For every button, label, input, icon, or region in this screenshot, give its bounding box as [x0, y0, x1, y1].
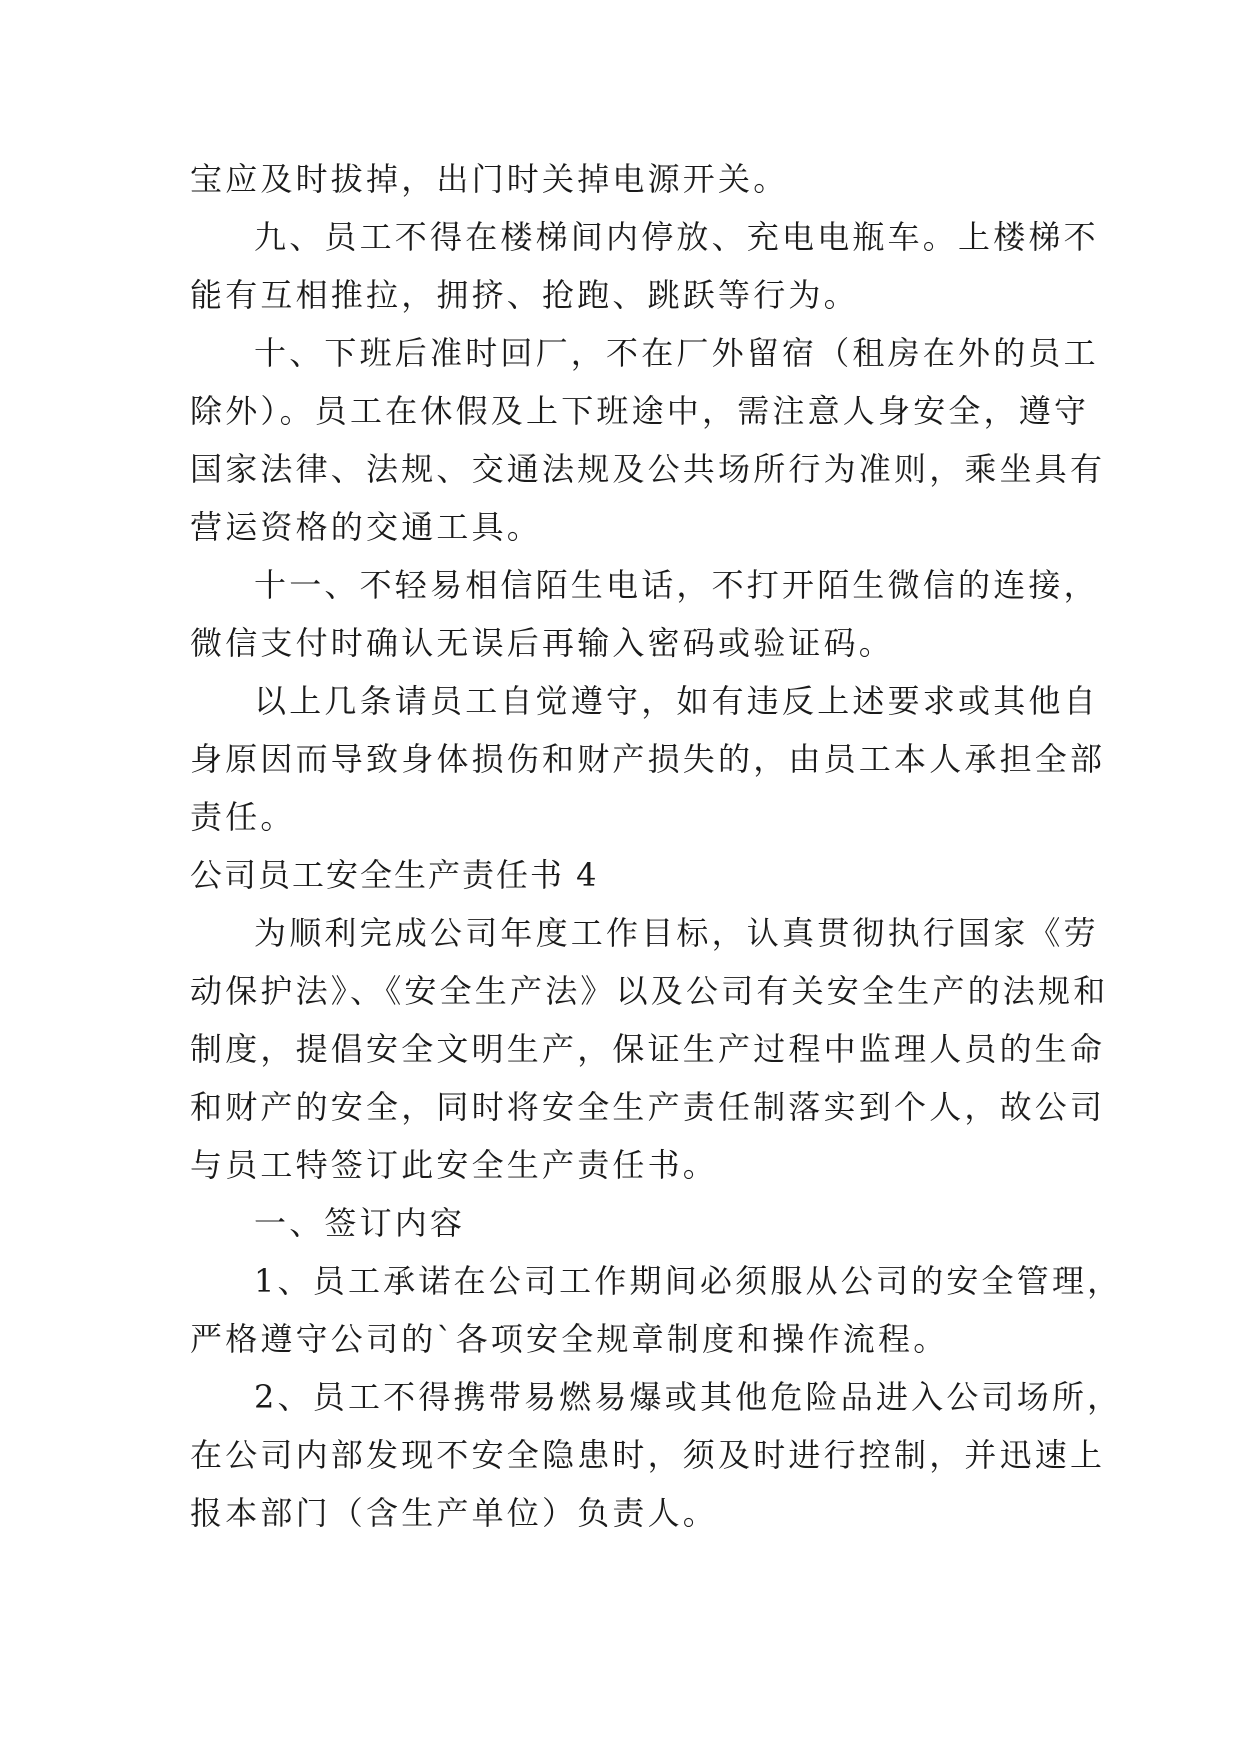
text-line: 报本部门（含生产单位）负责人。 [190, 1494, 719, 1532]
text-line: 宝应及时拔掉，出门时关掉电源开关。 [190, 160, 789, 198]
text-line: 国家法律、法规、交通法规及公共场所行为准则，乘坐具有 [190, 450, 1106, 488]
text-line: 微信支付时确认无误后再输入密码或验证码。 [190, 624, 895, 662]
text-line: 严格遵守公司的`各项安全规章制度和操作流程。 [190, 1320, 949, 1358]
text-line: 营运资格的交通工具。 [190, 508, 543, 546]
text-line: 和财产的安全，同时将安全生产责任制落实到个人，故公司 [190, 1088, 1106, 1126]
text-line: 除外）。员工在休假及上下班途中，需注意人身安全，遵守 [190, 392, 1090, 430]
subsection-heading: 一、签订内容 [254, 1204, 466, 1242]
text-line: 十一、不轻易相信陌生电话，不打开陌生微信的连接， [254, 566, 1099, 604]
section-heading: 公司员工安全生产责任书 4 [190, 856, 599, 894]
text-line: 1、员工承诺在公司工作期间必须服从公司的安全管理， [254, 1262, 1123, 1300]
document-page [190, 150, 1123, 1542]
text-line: 制度，提倡安全文明生产，保证生产过程中监理人员的生命 [190, 1030, 1106, 1068]
text-line: 动保护法》、《安全生产法》以及公司有关安全生产的法规和 [190, 972, 1109, 1010]
text-line: 能有互相推拉，拥挤、抢跑、跳跃等行为。 [190, 276, 859, 314]
text-line: 十、下班后准时回厂，不在厂外留宿（租房在外的员工 [254, 334, 1099, 372]
text-line: 以上几条请员工自觉遵守，如有违反上述要求或其他自 [254, 682, 1099, 720]
text-line: 责任。 [190, 798, 296, 836]
text-line: 身原因而导致身体损伤和财产损失的，由员工本人承担全部 [190, 740, 1106, 778]
text-line: 2、员工不得携带易燃易爆或其他危险品进入公司场所， [254, 1378, 1123, 1416]
text-line: 与员工特签订此安全生产责任书。 [190, 1146, 719, 1184]
text-line: 为顺利完成公司年度工作目标，认真贯彻执行国家《劳 [254, 914, 1099, 952]
text-line: 九、员工不得在楼梯间内停放、充电电瓶车。上楼梯不 [254, 218, 1099, 256]
text-line: 在公司内部发现不安全隐患时，须及时进行控制，并迅速上 [190, 1436, 1106, 1474]
